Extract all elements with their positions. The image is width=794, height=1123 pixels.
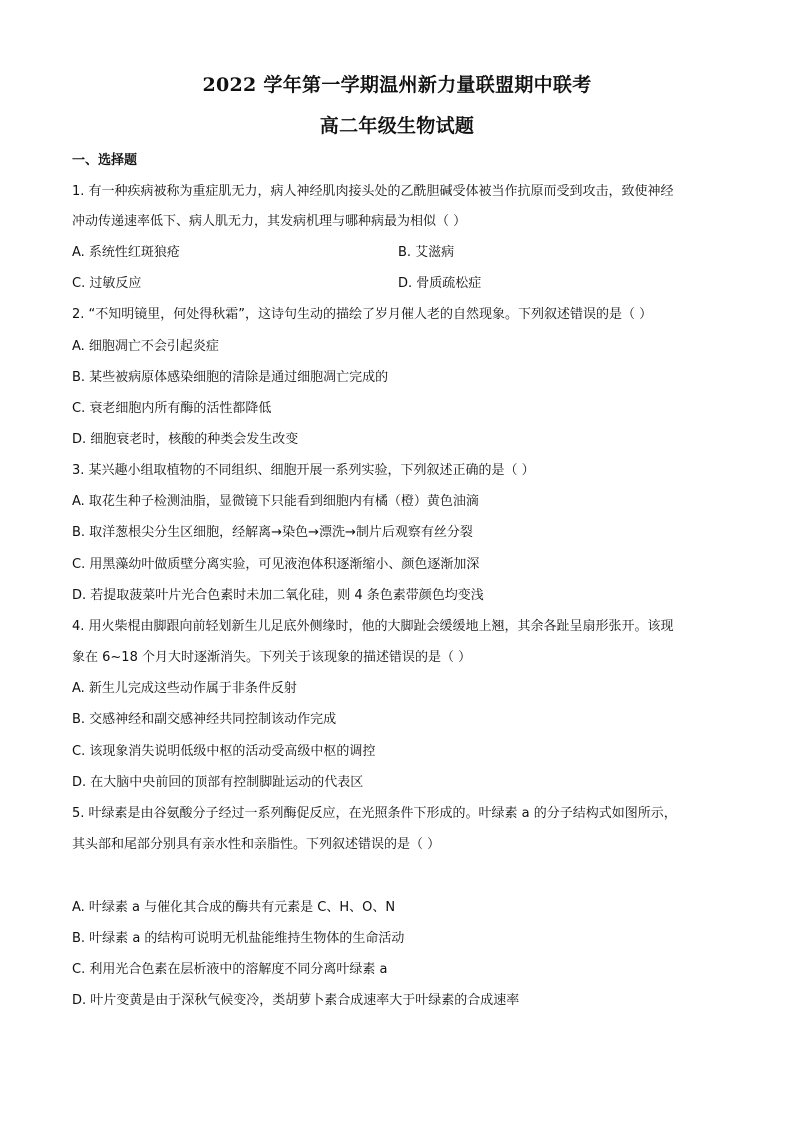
question-2-option-c: C. 衰老细胞内所有酶的活性都降低 <box>72 401 272 416</box>
exam-subtitle: 高二年级生物试题 <box>319 115 475 137</box>
question-2-stem: 2. “不知明镜里，何处得秋霜”，这诗句生动的描绘了岁月催人老的自然现象。下列叙述错误的是（ ） <box>72 307 653 322</box>
question-2-option-d: D. 细胞衰老时，核酸的种类会发生改变 <box>72 432 299 447</box>
question-1-option-c: C. 过敏反应 <box>72 276 142 291</box>
question-4-option-a: A. 新生儿完成这些动作属于非条件反射 <box>72 681 297 696</box>
question-5-option-c: C. 利用光合色素在层析液中的溶解度不同分离叶绿素 a <box>72 962 388 977</box>
question-4-option-b: B. 交感神经和副交感神经共同控制该动作完成 <box>72 712 337 727</box>
exam-title: 2022 学年第一学期温州新力量联盟期中联考 <box>202 74 592 96</box>
question-5-stem-line-2: 其头部和尾部分别具有亲水性和亲脂性。下列叙述错误的是（ ） <box>72 837 441 852</box>
question-4-option-c: C. 该现象消失说明低级中枢的活动受高级中枢的调控 <box>72 744 376 759</box>
question-2-option-b: B. 某些被病原体感染细胞的清除是通过细胞凋亡完成的 <box>72 370 389 385</box>
question-2-option-a: A. 细胞凋亡不会引起炎症 <box>72 339 219 354</box>
question-1-option-a: A. 系统性红斑狼疮 <box>72 245 180 260</box>
question-3-option-d: D. 若提取菠菜叶片光合色素时未加二氧化硅，则 4 条色素带颜色均变浅 <box>72 588 484 603</box>
question-3-option-a: A. 取花生种子检测油脂，显微镜下只能看到细胞内有橘（橙）黄色油滴 <box>72 494 479 509</box>
question-4-option-d: D. 在大脑中央前回的顶部有控制脚趾运动的代表区 <box>72 775 364 790</box>
question-4-stem-line-2: 象在 6~18 个月大时逐渐消失。下列关于该现象的描述错误的是（ ） <box>72 650 472 665</box>
question-1-stem-line-2: 冲动传递速率低下、病人肌无力，其发病机理与哪种病最为相似（ ） <box>72 214 467 229</box>
question-5-option-b: B. 叶绿素 a 的结构可说明无机盐能维持生物体的生命活动 <box>72 931 405 946</box>
question-5-option-d: D. 叶片变黄是由于深秋气候变冷，类胡萝卜素合成速率大于叶绿素的合成速率 <box>72 993 520 1008</box>
section-heading: 一、选择题 <box>72 153 138 168</box>
question-3-stem: 3. 某兴趣小组取植物的不同组织、细胞开展一系列实验，下列叙述正确的是（ ） <box>72 463 535 478</box>
question-1-option-d: D. 骨质疏松症 <box>398 276 482 291</box>
question-1-stem-line-1: 1. 有一种疾病被称为重症肌无力，病人神经肌肉接头处的乙酰胆碱受体被当作抗原而受到攻击，致使神经 <box>72 184 674 199</box>
question-4-stem-line-1: 4. 用火柴棍由脚跟向前轻划新生儿足底外侧缘时，他的大脚趾会缓缓地上翘，其余各趾呈扇形张开。该现 <box>72 619 674 634</box>
question-3-option-c: C. 用黑藻幼叶做质壁分离实验，可见液泡体积逐渐缩小、颜色逐渐加深 <box>72 557 480 572</box>
figure-placeholder <box>72 866 722 892</box>
question-5-stem-line-1: 5. 叶绿素是由谷氨酸分子经过一系列酶促反应，在光照条件下形成的。叶绿素 a 的分子结构式如图所示， <box>72 806 677 821</box>
question-5-option-a: A. 叶绿素 a 与催化其合成的酶共有元素是 C、H、O、N <box>72 900 396 915</box>
question-1-option-b: B. 艾滋病 <box>398 245 455 260</box>
question-3-option-b: B. 取洋葱根尖分生区细胞，经解离→染色→漂洗→制片后观察有丝分裂 <box>72 525 473 540</box>
